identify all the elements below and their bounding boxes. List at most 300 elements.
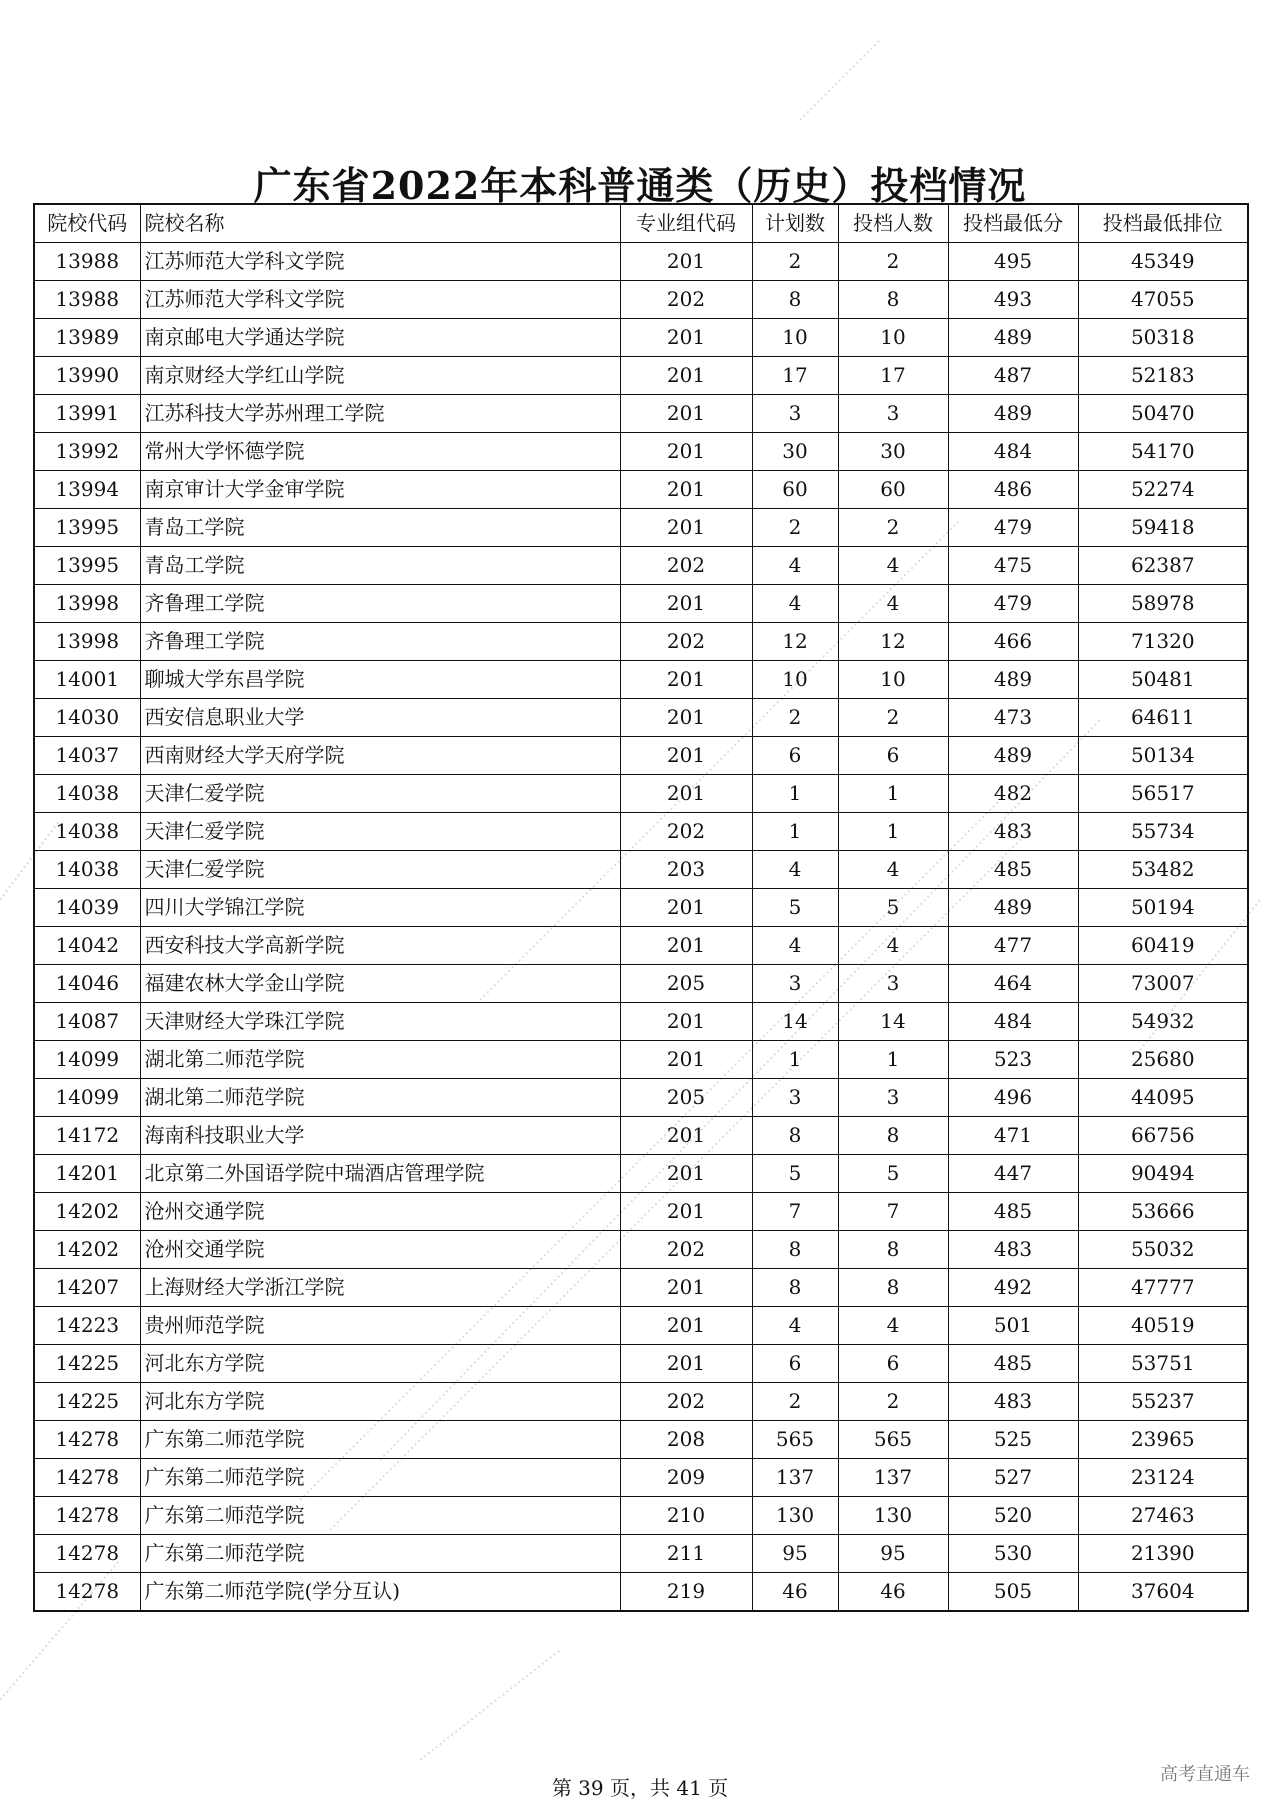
cell-school-code: 13989: [34, 319, 140, 357]
cell-plan-count: 4: [752, 547, 838, 585]
cell-min-rank: 60419: [1078, 927, 1248, 965]
cell-min-rank: 58978: [1078, 585, 1248, 623]
cell-min-rank: 23965: [1078, 1421, 1248, 1459]
cell-school-name: 青岛工学院: [140, 509, 620, 547]
cell-min-rank: 55734: [1078, 813, 1248, 851]
table-row: [34, 699, 1248, 737]
table-row: [34, 395, 1248, 433]
header-min-rank: 投档最低排位: [1078, 204, 1248, 243]
cell-school-name: 海南科技职业大学: [140, 1117, 620, 1155]
cell-min-score: 486: [948, 471, 1078, 509]
table-row: [34, 1307, 1248, 1345]
page-number: 第 39 页，共 41 页: [551, 1776, 729, 1800]
table-row: [34, 1117, 1248, 1155]
cell-school-code: 14223: [34, 1307, 140, 1345]
cell-plan-count: 46: [752, 1573, 838, 1612]
cell-min-rank: 62387: [1078, 547, 1248, 585]
cell-group-code: 201: [620, 1345, 752, 1383]
cell-min-score: 483: [948, 1231, 1078, 1269]
cell-school-name: 沧州交通学院: [140, 1193, 620, 1231]
cell-school-name: 南京审计大学金审学院: [140, 471, 620, 509]
cell-min-score: 482: [948, 775, 1078, 813]
cell-school-name: 河北东方学院: [140, 1345, 620, 1383]
cell-plan-count: 2: [752, 1383, 838, 1421]
cell-group-code: 208: [620, 1421, 752, 1459]
cell-admitted-count: 8: [838, 1117, 948, 1155]
cell-group-code: 210: [620, 1497, 752, 1535]
cell-group-code: 201: [620, 585, 752, 623]
cell-school-name: 西安科技大学高新学院: [140, 927, 620, 965]
cell-min-rank: 47055: [1078, 281, 1248, 319]
header-plan-count: 计划数: [752, 204, 838, 243]
cell-school-name: 南京邮电大学通达学院: [140, 319, 620, 357]
cell-school-name: 西南财经大学天府学院: [140, 737, 620, 775]
cell-plan-count: 1: [752, 1041, 838, 1079]
cell-admitted-count: 8: [838, 281, 948, 319]
table-row: [34, 1193, 1248, 1231]
cell-school-code: 14278: [34, 1497, 140, 1535]
cell-min-rank: 23124: [1078, 1459, 1248, 1497]
cell-admitted-count: 1: [838, 775, 948, 813]
cell-school-code: 14225: [34, 1383, 140, 1421]
cell-min-score: 505: [948, 1573, 1078, 1612]
table-row: [34, 243, 1248, 281]
cell-school-name: 天津仁爱学院: [140, 851, 620, 889]
cell-group-code: 201: [620, 319, 752, 357]
cell-group-code: 201: [620, 395, 752, 433]
table-row: [34, 1497, 1248, 1535]
cell-admitted-count: 4: [838, 547, 948, 585]
cell-group-code: 201: [620, 889, 752, 927]
cell-plan-count: 5: [752, 889, 838, 927]
table-row: [34, 1535, 1248, 1573]
cell-group-code: 202: [620, 1231, 752, 1269]
cell-min-score: 527: [948, 1459, 1078, 1497]
cell-group-code: 201: [620, 737, 752, 775]
cell-group-code: 201: [620, 927, 752, 965]
cell-school-code: 13988: [34, 281, 140, 319]
table-row: [34, 1459, 1248, 1497]
cell-group-code: 211: [620, 1535, 752, 1573]
cell-school-name: 湖北第二师范学院: [140, 1079, 620, 1117]
cell-plan-count: 4: [752, 851, 838, 889]
cell-plan-count: 12: [752, 623, 838, 661]
cell-plan-count: 4: [752, 1307, 838, 1345]
cell-min-rank: 44095: [1078, 1079, 1248, 1117]
cell-school-code: 14042: [34, 927, 140, 965]
cell-plan-count: 2: [752, 243, 838, 281]
cell-admitted-count: 60: [838, 471, 948, 509]
cell-min-score: 464: [948, 965, 1078, 1003]
brand-watermark: 高考直通车: [1160, 1764, 1250, 1785]
cell-min-score: 501: [948, 1307, 1078, 1345]
cell-school-name: 天津仁爱学院: [140, 775, 620, 813]
cell-group-code: 209: [620, 1459, 752, 1497]
cell-school-name: 南京财经大学红山学院: [140, 357, 620, 395]
cell-group-code: 205: [620, 965, 752, 1003]
cell-plan-count: 2: [752, 699, 838, 737]
cell-min-score: 483: [948, 813, 1078, 851]
cell-school-name: 湖北第二师范学院: [140, 1041, 620, 1079]
cell-school-code: 14037: [34, 737, 140, 775]
cell-school-code: 14278: [34, 1421, 140, 1459]
cell-school-code: 14225: [34, 1345, 140, 1383]
cell-min-score: 489: [948, 395, 1078, 433]
cell-min-score: 475: [948, 547, 1078, 585]
cell-plan-count: 1: [752, 775, 838, 813]
cell-min-rank: 50481: [1078, 661, 1248, 699]
cell-admitted-count: 5: [838, 889, 948, 927]
cell-admitted-count: 3: [838, 1079, 948, 1117]
cell-min-rank: 50470: [1078, 395, 1248, 433]
table-row: [34, 775, 1248, 813]
cell-min-score: 525: [948, 1421, 1078, 1459]
cell-school-code: 14001: [34, 661, 140, 699]
cell-min-score: 479: [948, 509, 1078, 547]
table-row: [34, 851, 1248, 889]
cell-admitted-count: 6: [838, 1345, 948, 1383]
cell-min-rank: 25680: [1078, 1041, 1248, 1079]
cell-school-name: 常州大学怀德学院: [140, 433, 620, 471]
cell-min-rank: 27463: [1078, 1497, 1248, 1535]
cell-min-score: 523: [948, 1041, 1078, 1079]
cell-min-rank: 66756: [1078, 1117, 1248, 1155]
cell-school-code: 13990: [34, 357, 140, 395]
cell-min-score: 495: [948, 243, 1078, 281]
cell-min-rank: 64611: [1078, 699, 1248, 737]
cell-min-score: 473: [948, 699, 1078, 737]
cell-min-rank: 90494: [1078, 1155, 1248, 1193]
cell-school-name: 上海财经大学浙江学院: [140, 1269, 620, 1307]
cell-min-rank: 54170: [1078, 433, 1248, 471]
cell-min-score: 485: [948, 1345, 1078, 1383]
cell-admitted-count: 95: [838, 1535, 948, 1573]
header-group-code: 专业组代码: [620, 204, 752, 243]
cell-group-code: 205: [620, 1079, 752, 1117]
cell-min-score: 483: [948, 1383, 1078, 1421]
cell-min-rank: 52274: [1078, 471, 1248, 509]
cell-min-rank: 53666: [1078, 1193, 1248, 1231]
cell-school-code: 14038: [34, 851, 140, 889]
cell-min-rank: 37604: [1078, 1573, 1248, 1612]
table-body: [34, 243, 1248, 1612]
cell-school-code: 13995: [34, 509, 140, 547]
cell-school-code: 14278: [34, 1535, 140, 1573]
table-row: [34, 927, 1248, 965]
cell-min-rank: 73007: [1078, 965, 1248, 1003]
cell-plan-count: 5: [752, 1155, 838, 1193]
cell-plan-count: 30: [752, 433, 838, 471]
cell-group-code: 201: [620, 357, 752, 395]
cell-school-code: 14202: [34, 1193, 140, 1231]
cell-group-code: 201: [620, 661, 752, 699]
cell-school-code: 14038: [34, 775, 140, 813]
page-title: 广东省2022年本科普通类（历史）投档情况: [253, 163, 1027, 208]
cell-admitted-count: 5: [838, 1155, 948, 1193]
admission-table: [33, 203, 1249, 1612]
cell-group-code: 201: [620, 1193, 752, 1231]
table-row: [34, 471, 1248, 509]
header-admitted-count: 投档人数: [838, 204, 948, 243]
table-row: [34, 737, 1248, 775]
cell-plan-count: 6: [752, 1345, 838, 1383]
table-row: [34, 1041, 1248, 1079]
cell-admitted-count: 3: [838, 395, 948, 433]
cell-admitted-count: 46: [838, 1573, 948, 1612]
cell-admitted-count: 4: [838, 851, 948, 889]
cell-plan-count: 10: [752, 661, 838, 699]
cell-group-code: 202: [620, 281, 752, 319]
table-row: [34, 1345, 1248, 1383]
table-row: [34, 1573, 1248, 1612]
cell-min-rank: 56517: [1078, 775, 1248, 813]
cell-group-code: 202: [620, 547, 752, 585]
cell-school-name: 聊城大学东昌学院: [140, 661, 620, 699]
cell-min-score: 466: [948, 623, 1078, 661]
cell-school-name: 贵州师范学院: [140, 1307, 620, 1345]
table-row: [34, 585, 1248, 623]
cell-min-score: 479: [948, 585, 1078, 623]
table-row: [34, 661, 1248, 699]
cell-group-code: 201: [620, 471, 752, 509]
cell-plan-count: 6: [752, 737, 838, 775]
table-row: [34, 1383, 1248, 1421]
cell-school-code: 14099: [34, 1041, 140, 1079]
cell-min-score: 493: [948, 281, 1078, 319]
cell-admitted-count: 1: [838, 1041, 948, 1079]
cell-school-code: 14087: [34, 1003, 140, 1041]
cell-min-rank: 50194: [1078, 889, 1248, 927]
cell-admitted-count: 4: [838, 585, 948, 623]
cell-school-code: 14046: [34, 965, 140, 1003]
table-row: [34, 1269, 1248, 1307]
cell-min-rank: 21390: [1078, 1535, 1248, 1573]
cell-school-code: 14039: [34, 889, 140, 927]
cell-admitted-count: 3: [838, 965, 948, 1003]
cell-admitted-count: 8: [838, 1231, 948, 1269]
cell-school-name: 江苏师范大学科文学院: [140, 243, 620, 281]
cell-min-rank: 50134: [1078, 737, 1248, 775]
cell-group-code: 201: [620, 433, 752, 471]
cell-school-code: 14172: [34, 1117, 140, 1155]
cell-school-name: 沧州交通学院: [140, 1231, 620, 1269]
cell-min-score: 447: [948, 1155, 1078, 1193]
cell-school-name: 广东第二师范学院: [140, 1497, 620, 1535]
cell-school-name: 广东第二师范学院: [140, 1535, 620, 1573]
cell-group-code: 202: [620, 813, 752, 851]
cell-school-code: 13992: [34, 433, 140, 471]
cell-school-code: 14278: [34, 1573, 140, 1612]
cell-school-code: 14202: [34, 1231, 140, 1269]
cell-school-name: 青岛工学院: [140, 547, 620, 585]
cell-min-score: 492: [948, 1269, 1078, 1307]
cell-plan-count: 60: [752, 471, 838, 509]
table-row: [34, 357, 1248, 395]
cell-min-rank: 59418: [1078, 509, 1248, 547]
cell-min-score: 496: [948, 1079, 1078, 1117]
table-row: [34, 1003, 1248, 1041]
cell-min-score: 489: [948, 661, 1078, 699]
cell-group-code: 201: [620, 1003, 752, 1041]
table-row: [34, 509, 1248, 547]
cell-admitted-count: 130: [838, 1497, 948, 1535]
table-row: [34, 1155, 1248, 1193]
cell-group-code: 202: [620, 623, 752, 661]
cell-min-score: 487: [948, 357, 1078, 395]
cell-admitted-count: 14: [838, 1003, 948, 1041]
cell-min-score: 530: [948, 1535, 1078, 1573]
cell-school-code: 14278: [34, 1459, 140, 1497]
table-header-row: [34, 204, 1248, 243]
cell-group-code: 201: [620, 1041, 752, 1079]
cell-admitted-count: 8: [838, 1269, 948, 1307]
cell-plan-count: 1: [752, 813, 838, 851]
cell-school-code: 14207: [34, 1269, 140, 1307]
cell-min-score: 489: [948, 319, 1078, 357]
cell-group-code: 201: [620, 1269, 752, 1307]
cell-plan-count: 565: [752, 1421, 838, 1459]
cell-group-code: 201: [620, 1155, 752, 1193]
cell-plan-count: 14: [752, 1003, 838, 1041]
cell-school-name: 天津仁爱学院: [140, 813, 620, 851]
cell-admitted-count: 6: [838, 737, 948, 775]
cell-group-code: 201: [620, 775, 752, 813]
table-row: [34, 1421, 1248, 1459]
cell-school-code: 13998: [34, 585, 140, 623]
cell-admitted-count: 7: [838, 1193, 948, 1231]
cell-school-name: 江苏师范大学科文学院: [140, 281, 620, 319]
cell-plan-count: 4: [752, 927, 838, 965]
cell-plan-count: 8: [752, 1269, 838, 1307]
cell-group-code: 201: [620, 1117, 752, 1155]
cell-min-score: 484: [948, 433, 1078, 471]
cell-school-code: 14099: [34, 1079, 140, 1117]
cell-min-score: 489: [948, 889, 1078, 927]
header-school-name: 院校名称: [140, 204, 620, 243]
cell-school-name: 广东第二师范学院: [140, 1421, 620, 1459]
cell-min-rank: 54932: [1078, 1003, 1248, 1041]
cell-school-code: 14038: [34, 813, 140, 851]
cell-group-code: 201: [620, 699, 752, 737]
cell-school-name: 西安信息职业大学: [140, 699, 620, 737]
cell-group-code: 203: [620, 851, 752, 889]
cell-admitted-count: 12: [838, 623, 948, 661]
cell-plan-count: 17: [752, 357, 838, 395]
cell-admitted-count: 2: [838, 243, 948, 281]
cell-group-code: 201: [620, 1307, 752, 1345]
cell-plan-count: 8: [752, 1231, 838, 1269]
cell-plan-count: 95: [752, 1535, 838, 1573]
cell-min-score: 471: [948, 1117, 1078, 1155]
cell-min-rank: 52183: [1078, 357, 1248, 395]
cell-admitted-count: 4: [838, 927, 948, 965]
table-row: [34, 281, 1248, 319]
table-row: [34, 1231, 1248, 1269]
cell-plan-count: 7: [752, 1193, 838, 1231]
table-row: [34, 433, 1248, 471]
table-row: [34, 623, 1248, 661]
cell-school-name: 广东第二师范学院: [140, 1459, 620, 1497]
cell-min-score: 489: [948, 737, 1078, 775]
cell-school-name: 齐鲁理工学院: [140, 585, 620, 623]
cell-school-name: 福建农林大学金山学院: [140, 965, 620, 1003]
table-row: [34, 1079, 1248, 1117]
cell-min-rank: 45349: [1078, 243, 1248, 281]
cell-school-code: 13994: [34, 471, 140, 509]
cell-admitted-count: 2: [838, 1383, 948, 1421]
cell-admitted-count: 565: [838, 1421, 948, 1459]
cell-min-rank: 40519: [1078, 1307, 1248, 1345]
cell-school-name: 天津财经大学珠江学院: [140, 1003, 620, 1041]
cell-school-name: 河北东方学院: [140, 1383, 620, 1421]
cell-admitted-count: 17: [838, 357, 948, 395]
cell-school-code: 13988: [34, 243, 140, 281]
cell-group-code: 201: [620, 509, 752, 547]
cell-school-name: 四川大学锦江学院: [140, 889, 620, 927]
cell-plan-count: 8: [752, 1117, 838, 1155]
cell-plan-count: 3: [752, 1079, 838, 1117]
cell-school-code: 14201: [34, 1155, 140, 1193]
cell-group-code: 219: [620, 1573, 752, 1612]
cell-min-score: 485: [948, 1193, 1078, 1231]
cell-group-code: 201: [620, 243, 752, 281]
cell-min-rank: 55237: [1078, 1383, 1248, 1421]
cell-school-code: 13995: [34, 547, 140, 585]
cell-admitted-count: 2: [838, 509, 948, 547]
cell-school-code: 14030: [34, 699, 140, 737]
cell-admitted-count: 2: [838, 699, 948, 737]
cell-school-code: 13991: [34, 395, 140, 433]
cell-plan-count: 8: [752, 281, 838, 319]
table-row: [34, 889, 1248, 927]
cell-plan-count: 137: [752, 1459, 838, 1497]
cell-school-name: 广东第二师范学院(学分互认): [140, 1573, 620, 1612]
header-min-score: 投档最低分: [948, 204, 1078, 243]
cell-min-rank: 47777: [1078, 1269, 1248, 1307]
table-row: [34, 965, 1248, 1003]
cell-plan-count: 3: [752, 395, 838, 433]
cell-admitted-count: 10: [838, 319, 948, 357]
cell-min-score: 485: [948, 851, 1078, 889]
cell-plan-count: 130: [752, 1497, 838, 1535]
cell-plan-count: 4: [752, 585, 838, 623]
cell-min-rank: 53482: [1078, 851, 1248, 889]
cell-min-score: 477: [948, 927, 1078, 965]
cell-plan-count: 2: [752, 509, 838, 547]
cell-school-name: 北京第二外国语学院中瑞酒店管理学院: [140, 1155, 620, 1193]
cell-min-rank: 53751: [1078, 1345, 1248, 1383]
cell-admitted-count: 1: [838, 813, 948, 851]
cell-admitted-count: 4: [838, 1307, 948, 1345]
cell-school-code: 13998: [34, 623, 140, 661]
cell-school-name: 江苏科技大学苏州理工学院: [140, 395, 620, 433]
cell-school-name: 齐鲁理工学院: [140, 623, 620, 661]
cell-min-score: 520: [948, 1497, 1078, 1535]
table-row: [34, 813, 1248, 851]
table-row: [34, 319, 1248, 357]
cell-admitted-count: 137: [838, 1459, 948, 1497]
cell-min-rank: 71320: [1078, 623, 1248, 661]
cell-plan-count: 3: [752, 965, 838, 1003]
cell-min-rank: 50318: [1078, 319, 1248, 357]
cell-group-code: 202: [620, 1383, 752, 1421]
cell-plan-count: 10: [752, 319, 838, 357]
header-school-code: 院校代码: [34, 204, 140, 243]
cell-min-score: 484: [948, 1003, 1078, 1041]
cell-admitted-count: 10: [838, 661, 948, 699]
cell-min-rank: 55032: [1078, 1231, 1248, 1269]
table-row: [34, 547, 1248, 585]
